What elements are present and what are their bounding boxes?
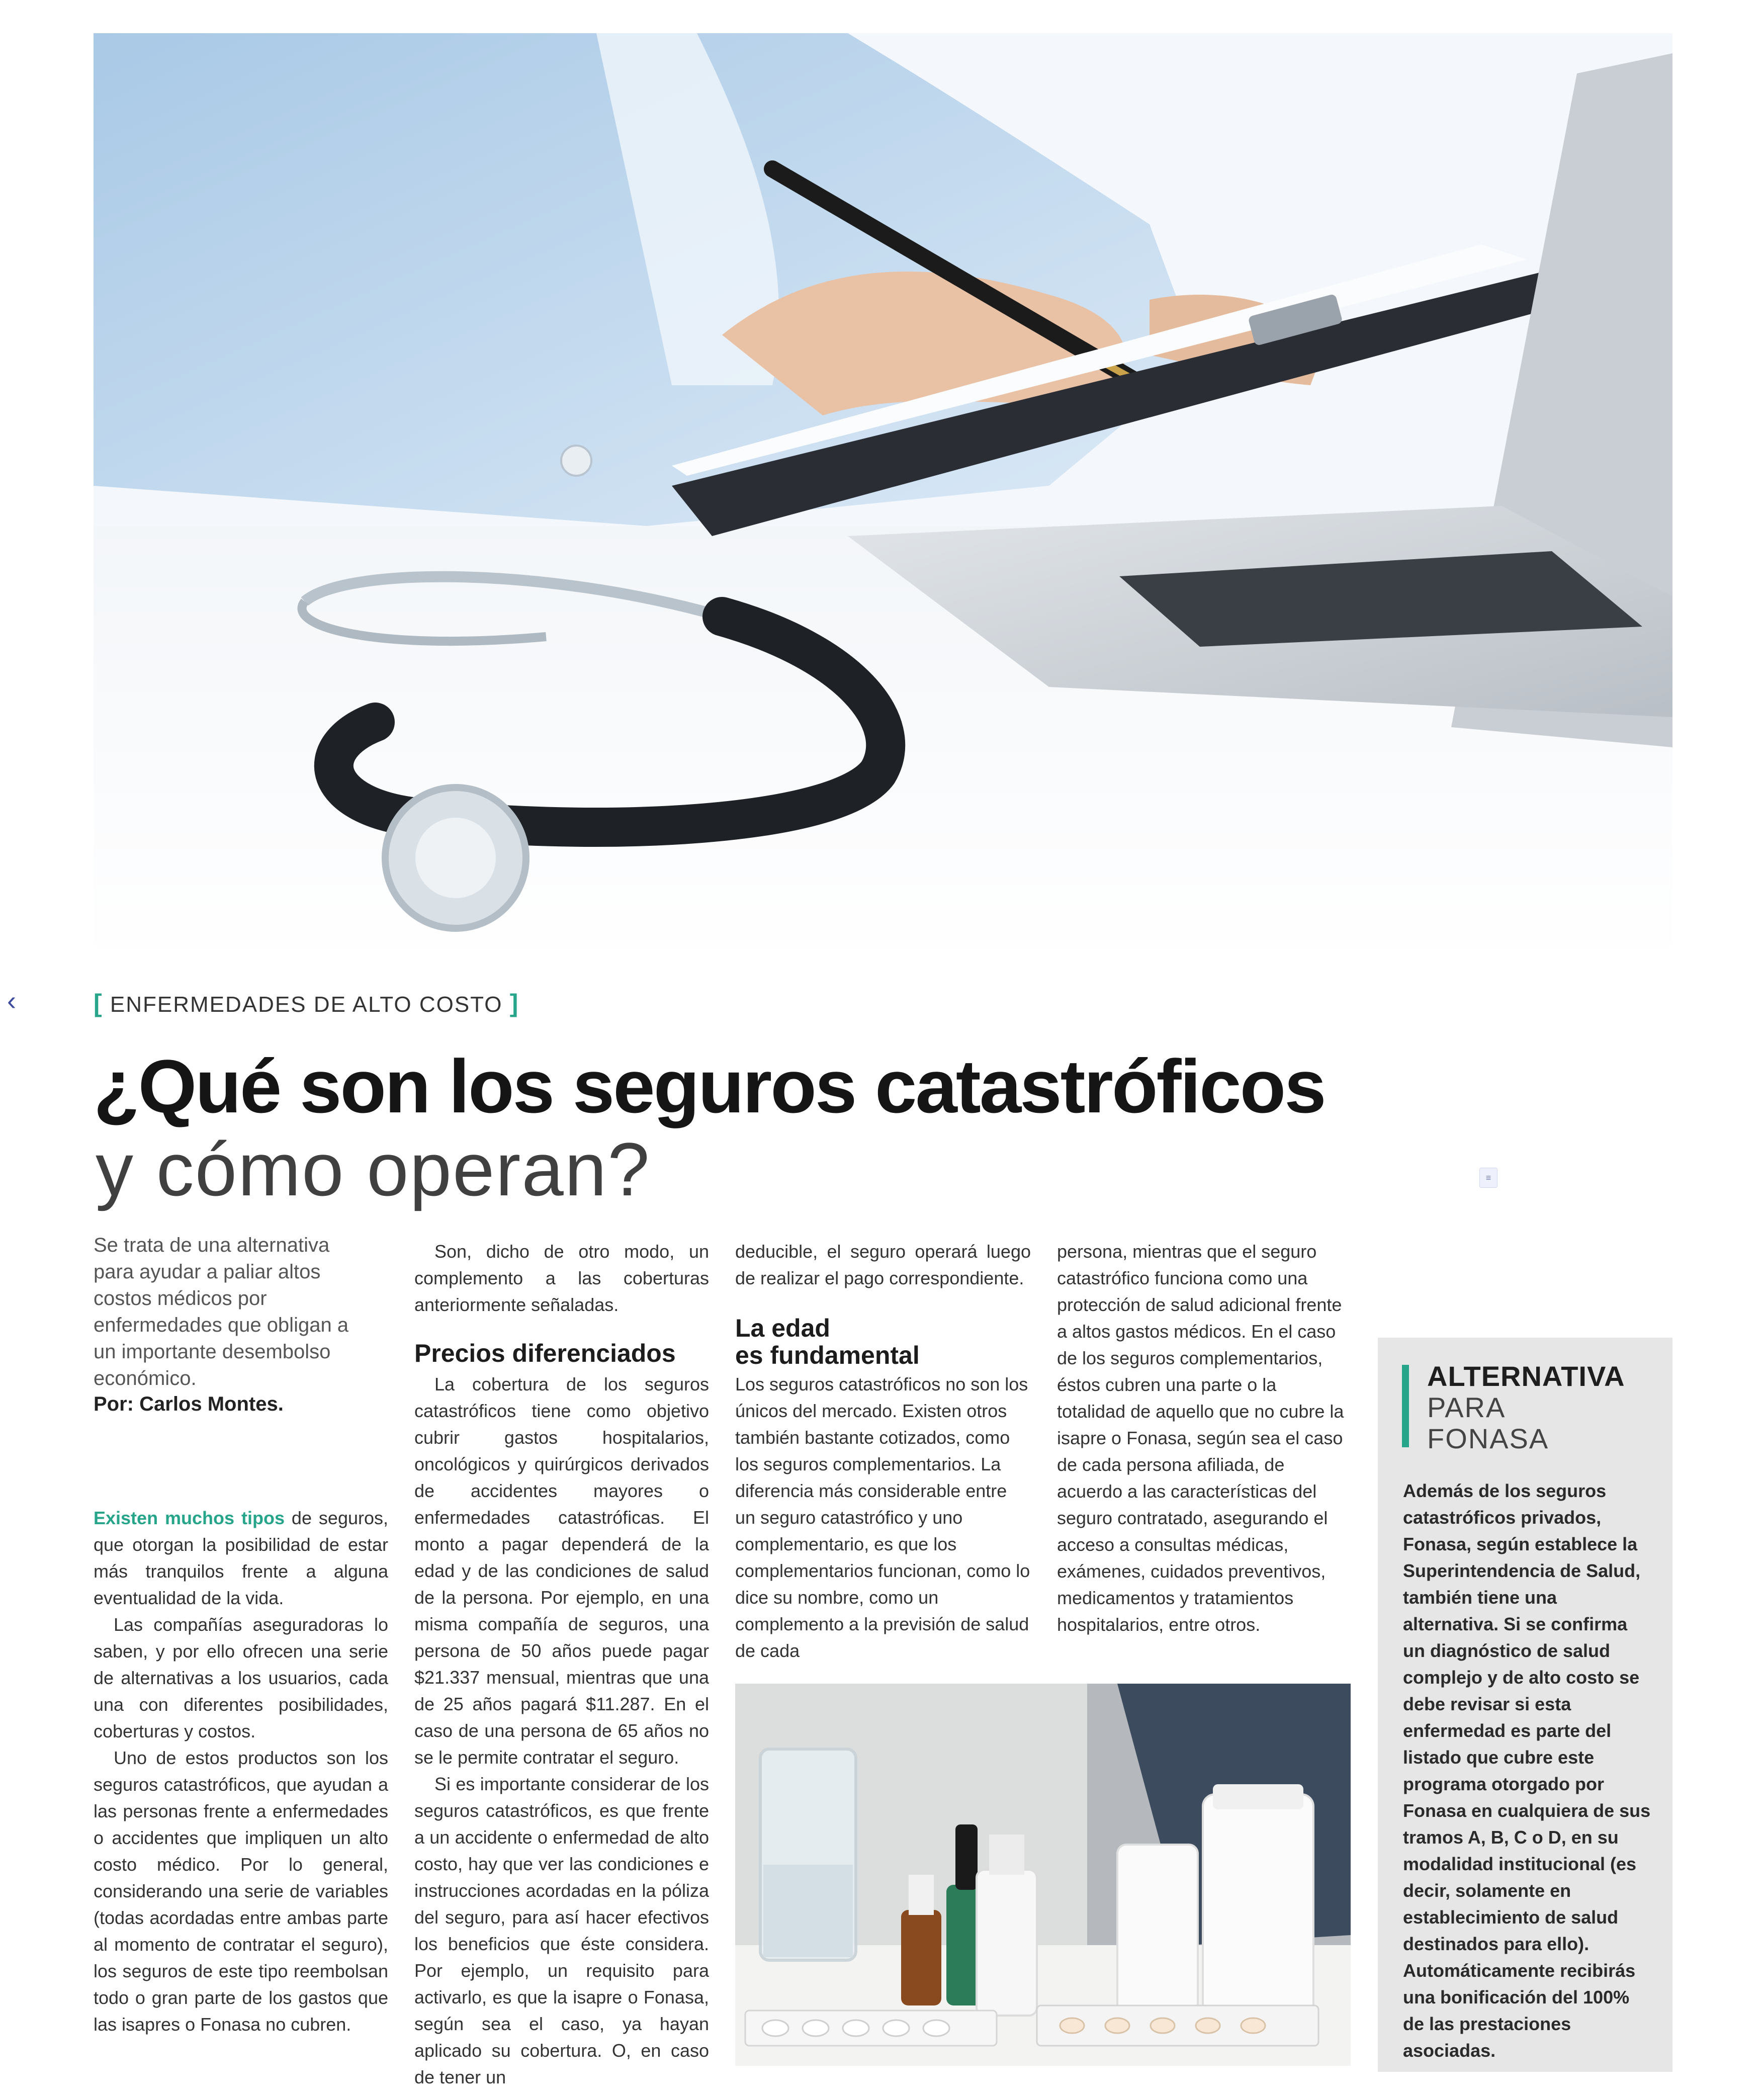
col4-paragraph-1: persona, mientras que el seguro catastrófico funciona como una protección de salud adicional frente a altos gastos médicos. En el caso de los seguros complementarios, éstos cubren una parte o la totalidad de aquello que no cubre la isapre o Fonasa, según sea el caso de cada persona afiliada, de acuerdo a las características del seguro contratado, asegurando el acceso a consultas médicas, exámenes, cuidados preventivos, medicamentos y tratamientos hospitalarios, entre otros.	[1057, 1241, 1344, 1635]
section-kicker	[94, 988, 519, 1018]
col3-paragraph-1: deducible, el seguro operará luego de realizar el pago correspondiente.	[735, 1241, 1031, 1288]
sidebar-accent-bar	[1402, 1365, 1409, 1447]
sidebar-title-line-2: PARA	[1427, 1391, 1506, 1423]
article-column-2-top	[414, 1238, 709, 1318]
article-column-4	[1057, 1238, 1345, 1638]
article-lede: Se trata de una alternativa para ayudar a paliar altos costos médicos por enfermedades que obligan a un importante desembolso económico.	[94, 1234, 349, 1389]
subhead-edad-line-1: La edad	[735, 1314, 830, 1342]
kicker-close-bracket: ]	[509, 989, 519, 1017]
col2-paragraph-2: La cobertura de los seguros catastróficos tiene como objetivo cubrir gastos hospitalarios, oncológicos y quirúrgicos derivados de accidentes mayores o enfermedades catastróficas. El monto a pagar dependerá de la edad y de las condiciones de salud de la persona. Por ejemplo, en una misma compañía de seguros, una persona de 50 años puede pagar $21.337 mensual, mientras que una de 25 años pagará $11.287. En el caso de una persona de 65 años no se le permite contratar el seguro.	[414, 1374, 709, 1768]
col2-paragraph-1: Son, dicho de otro modo, un complemento a las coberturas anteriormente señaladas.	[414, 1241, 709, 1315]
col1-paragraph-1	[94, 1505, 388, 1611]
subhead-edad-line-2: es fundamental	[735, 1341, 920, 1369]
headline-bold: ¿Qué son los seguros catastróficos	[94, 1044, 1325, 1128]
headline-light: y cómo operan?	[96, 1127, 651, 1211]
col1-paragraph-2: Las compañías aseguradoras lo saben, y por ello ofrecen una serie de alternativas a los usuarios, cada una con diferentes posibilidades, coberturas y costos.	[94, 1614, 388, 1741]
sidebar-body: Además de los seguros catastróficos privados, Fonasa, según establece la Superintendencia de Salud, también tiene una alternativa. Si se confirma un diagnóstico de salud complejo y de alto costo se debe revisar si esta enfermedad es parte del listado que cubre este programa otorgado por Fonasa en cualquiera de sus tramos A, B, C o D, en su modalidad institucional (es decir, solamente en establecimiento de salud destinados para ello). Automáticamente recibirás una bonificación del 100% de las prestaciones asociadas.	[1403, 1480, 1651, 2061]
note-marker-icon[interactable]: ≡	[1479, 1168, 1497, 1188]
lead-highlight: Existen muchos tipos	[94, 1508, 285, 1528]
col2-paragraph-3: Si es importante considerar de los seguros catastróficos, es que frente a un accidente o enfermedad de alto costo, hay que ver las condiciones e instrucciones acordadas en la póliza del seguro, para así hacer efectivos los beneficios que éste considera. Por ejemplo, un requisito para activarlo, es que la isapre o Fonasa, según sea el caso, ya hayan aplicado su cobertura. O, en caso de tener un	[414, 1774, 709, 2087]
kicker-open-bracket: [	[94, 989, 103, 1017]
sidebar-title-line-3: FONASA	[1427, 1423, 1549, 1454]
article-column-3-top	[735, 1238, 1031, 1291]
article-column-3	[735, 1371, 1031, 1664]
medicine-photo	[735, 1684, 1351, 2066]
kicker-text: ENFERMEDADES DE ALTO COSTO	[110, 992, 503, 1017]
subhead-precios: Precios diferenciados	[414, 1339, 676, 1367]
col3-paragraph-2: Los seguros catastróficos no son los únicos del mercado. Existen otros también bastante cotizados, como los seguros complementarios. La diferencia más considerable entre un seguro catastrófico y uno complementario, es que los complementarios funcionan, como lo dice su nombre, como un complemento a la previsión de salud de cada	[735, 1374, 1030, 1661]
previous-page-arrow-icon[interactable]: ‹	[7, 986, 16, 1016]
col1-paragraph-3: Uno de estos productos son los seguros catastróficos, que ayudan a las personas frente a enfermedades o accidentes que impliquen un alto costo médico. Por lo general, considerando una serie de variables (todas acordadas entre ambas parte al momento de contratar el seguro), los seguros de este tipo reembolsan todo o gran parte de los gastos que las isapres o Fonasa no cubren.	[94, 1748, 388, 2035]
article-byline: Por: Carlos Montes.	[94, 1393, 284, 1415]
sidebar-title-line-1: ALTERNATIVA	[1427, 1360, 1625, 1392]
article-column-1	[94, 1505, 388, 2038]
hero-photo	[94, 33, 1672, 966]
col1-paragraph-1-text: de seguros, que otorgan la posibilidad de estar más tranquilos frente a alguna eventualidad de la vida.	[94, 1508, 389, 1608]
subhead-edad	[735, 1315, 1017, 1369]
article-column-2	[414, 1371, 709, 2090]
